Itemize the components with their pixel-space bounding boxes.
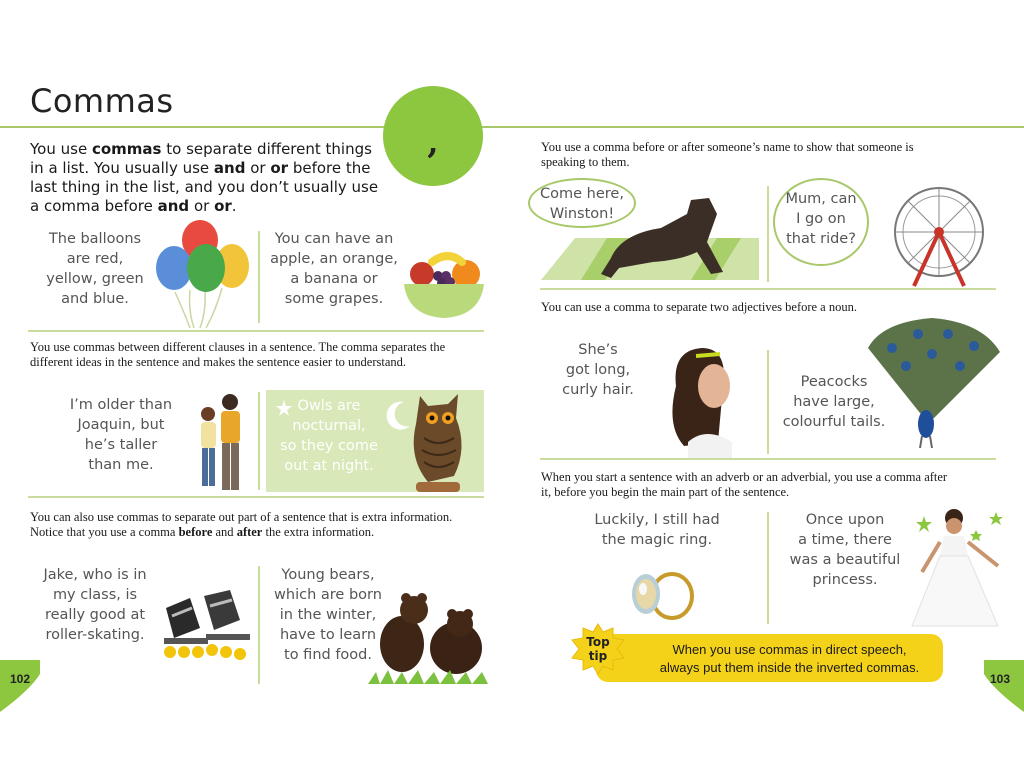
top-tip-box: When you use commas in direct speech, always put them inside the inverted commas. <box>596 634 943 682</box>
bears-example: Young bears, which are born in the winter, have to learn to find food. <box>274 567 382 663</box>
names-intro: You use a comma before or after someone’s name to show that someone is speaking to them. <box>541 140 914 169</box>
once-upon-example: Once upon a time, there was a beautiful princess. <box>789 512 901 588</box>
balloons-illustration <box>150 220 255 330</box>
list-intro: You use commas to separate different things in a list. You usually use and or or before the last thing in the list, and you don’t usually use a comma before and or or. <box>30 140 379 215</box>
fruit-bowl-illustration <box>402 250 486 320</box>
divider <box>28 330 484 332</box>
comma-symbol: , <box>427 123 439 161</box>
roller-skates-illustration <box>160 588 252 672</box>
dog-illustration <box>541 194 761 282</box>
comma-badge <box>383 86 483 186</box>
adverbs-intro: When you start a sentence with an adverb or an adverbial, you use a comma after it, before you begin the main part of the sentence. <box>541 470 948 499</box>
peacock-illustration <box>862 318 1002 450</box>
owl-illustration <box>398 388 488 500</box>
divider <box>767 350 769 454</box>
fruit-example: You can have an apple, an orange, a banana or some grapes. <box>270 231 398 307</box>
page-number-left: 102 <box>10 672 31 686</box>
divider <box>258 231 260 323</box>
title-rule <box>0 126 1024 128</box>
extra-info-intro: You can also use commas to separate out part of a sentence that is extra information. Notice that you use a comma before and after the extra information. <box>30 510 453 539</box>
luckily-example: Luckily, I still had the magic ring. <box>594 512 720 548</box>
ferris-wheel-illustration <box>884 182 994 290</box>
children-illustration <box>190 392 250 494</box>
owls-example: Owls are nocturnal, so they come out at night. <box>280 398 378 474</box>
adjectives-intro: You can use a comma to separate two adjectives before a noun. <box>541 300 857 314</box>
mum-speech-bubble: Mum, can I go on that ride? <box>773 178 869 266</box>
winston-speech-bubble: Come here, Winston! <box>528 178 636 228</box>
princess-illustration <box>906 502 1016 638</box>
balloons-example: The balloons are red, yellow, green and blue. <box>46 231 144 307</box>
divider <box>540 458 996 460</box>
page-title: Commas <box>30 82 174 120</box>
divider <box>258 392 260 490</box>
clauses-intro: You use commas between different clauses in a sentence. The comma separates the different ideas in the sentence and makes the sentence easier to understand. <box>30 340 446 369</box>
magic-ring-illustration <box>626 564 698 626</box>
divider <box>767 186 769 282</box>
top-tip-badge: Top tip <box>586 635 610 663</box>
girl-curly-hair-illustration <box>662 346 742 458</box>
divider <box>540 288 996 290</box>
older-example: I’m older than Joaquin, but he’s taller than me. <box>69 397 173 473</box>
divider <box>767 512 769 624</box>
hair-example: She’s got long, curly hair. <box>562 342 634 398</box>
peacocks-example: Peacocks have large, colourful tails. <box>782 374 886 430</box>
bear-cubs-illustration <box>368 590 488 686</box>
divider <box>258 566 260 684</box>
divider <box>28 496 484 498</box>
jake-example: Jake, who is in my class, is really good at roller-skating. <box>43 567 147 643</box>
page-number-right: 103 <box>990 672 1011 686</box>
